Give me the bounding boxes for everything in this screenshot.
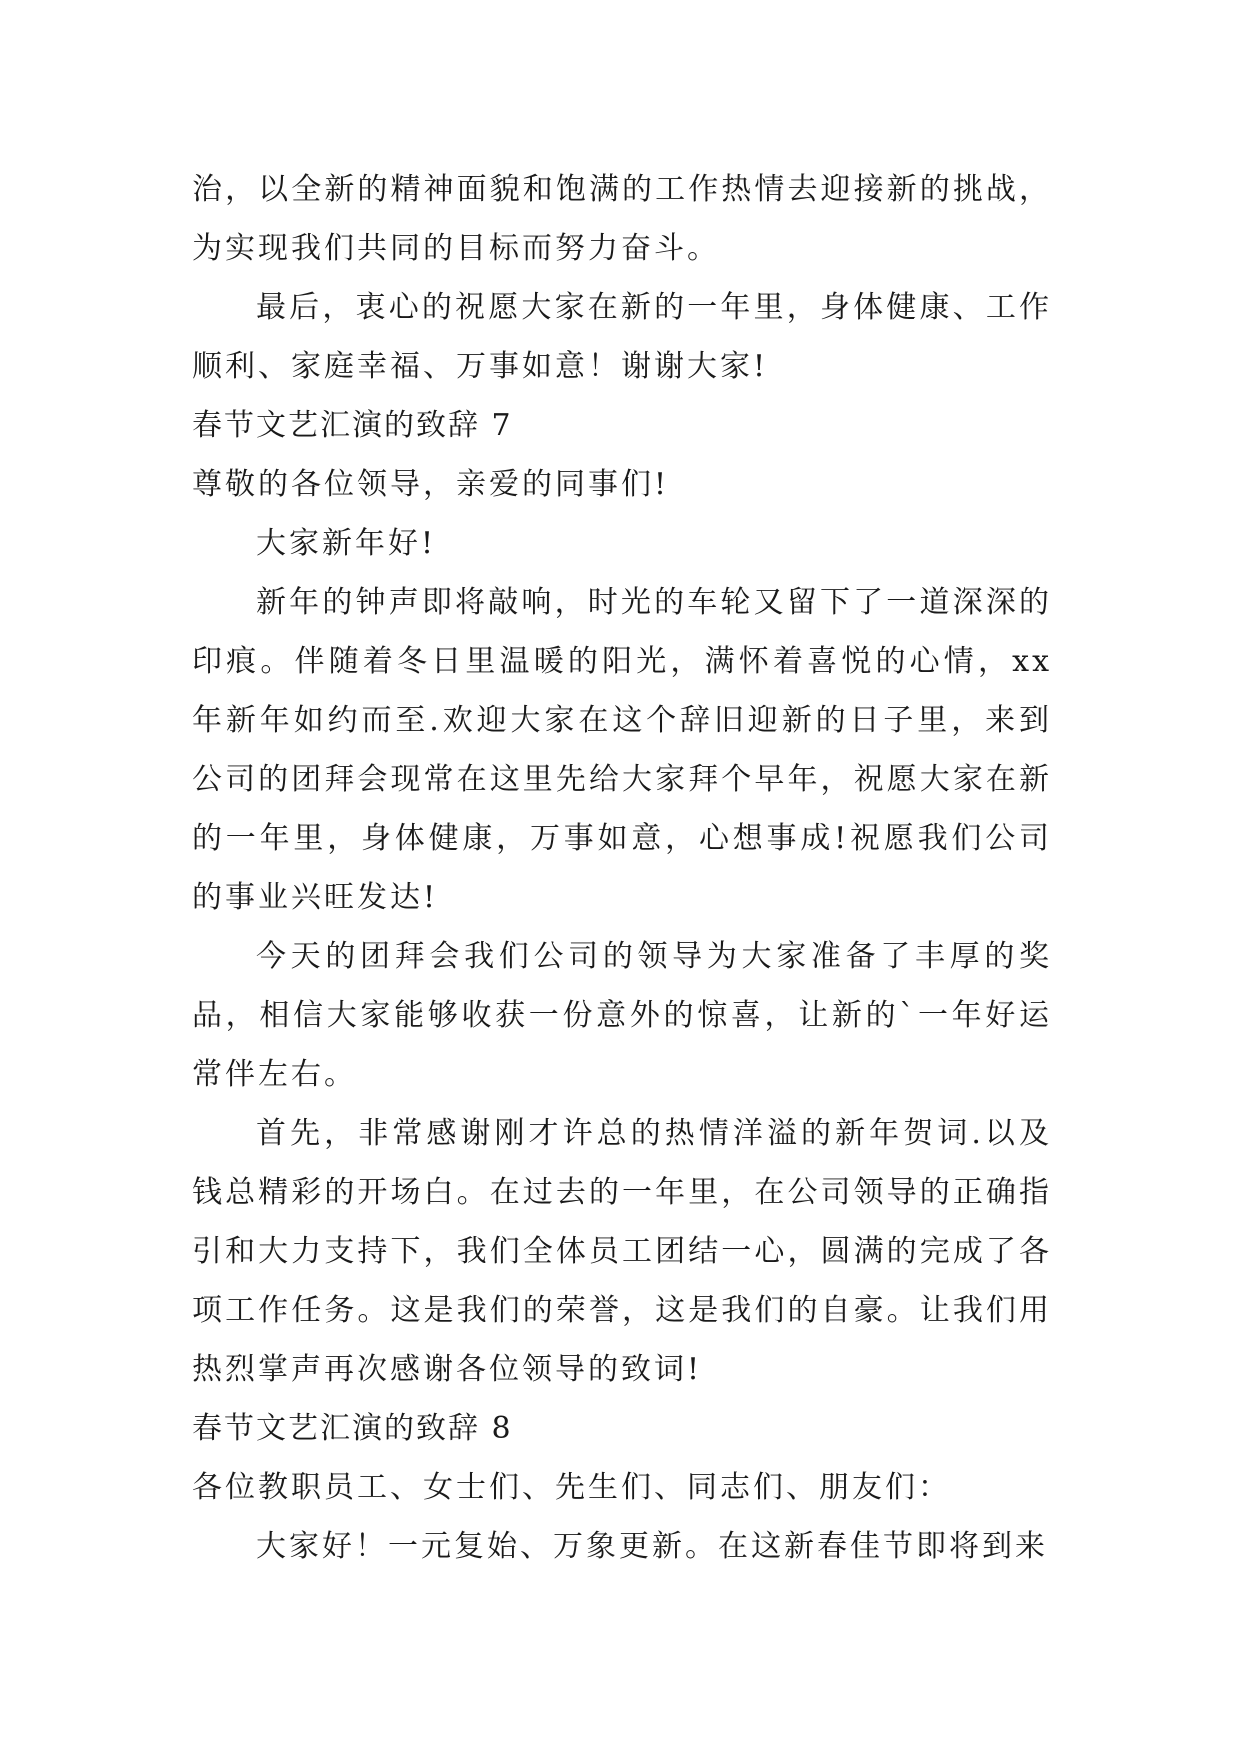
paragraph: 大家好！一元复始、万象更新。在这新春佳节即将到来 [256,1529,1048,1564]
section-heading: 春节文艺汇演的致辞 8 [192,1411,513,1446]
paragraph: 大家新年好! [256,526,437,561]
salutation: 尊敬的各位领导，亲爱的同事们! [192,467,670,502]
paragraph: 最后，衷心的祝愿大家在新的一年里，身体健康、工作顺利、家庭幸福、万事如意！谢谢大家! [192,290,1052,384]
section-heading: 春节文艺汇演的致辞 7 [192,408,513,443]
paragraph: 今天的团拜会我们公司的领导为大家准备了丰厚的奖品，相信大家能够收获一份意外的惊喜，让新的`一年好运常伴左右。 [192,939,1052,1092]
document-body [192,160,1052,1576]
paragraph: 治，以全新的精神面貌和饱满的工作热情去迎接新的挑战，为实现我们共同的目标而努力奋斗。 [192,172,1052,266]
salutation: 各位教职员工、女士们、先生们、同志们、朋友们： [192,1470,951,1505]
paragraph: 首先，非常感谢刚才许总的热情洋溢的新年贺词.以及钱总精彩的开场白。在过去的一年里，在公司领导的正确指引和大力支持下，我们全体员工团结一心，圆满的完成了各项工作任务。这是我们的荣誉，这是我们的自豪。让我们用热烈掌声再次感谢各位领导的致词! [192,1116,1052,1387]
paragraph: 新年的钟声即将敲响，时光的车轮又留下了一道深深的印痕。伴随着冬日里温暖的阳光，满怀着喜悦的心情，xx 年新年如约而至.欢迎大家在这个辞旧迎新的日子里，来到公司的团拜会现常在这里先给大家拜个早年，祝愿大家在新的一年里，身体健康，万事如意，心想事成!祝愿我们公司的事业兴旺发达! [192,585,1052,915]
